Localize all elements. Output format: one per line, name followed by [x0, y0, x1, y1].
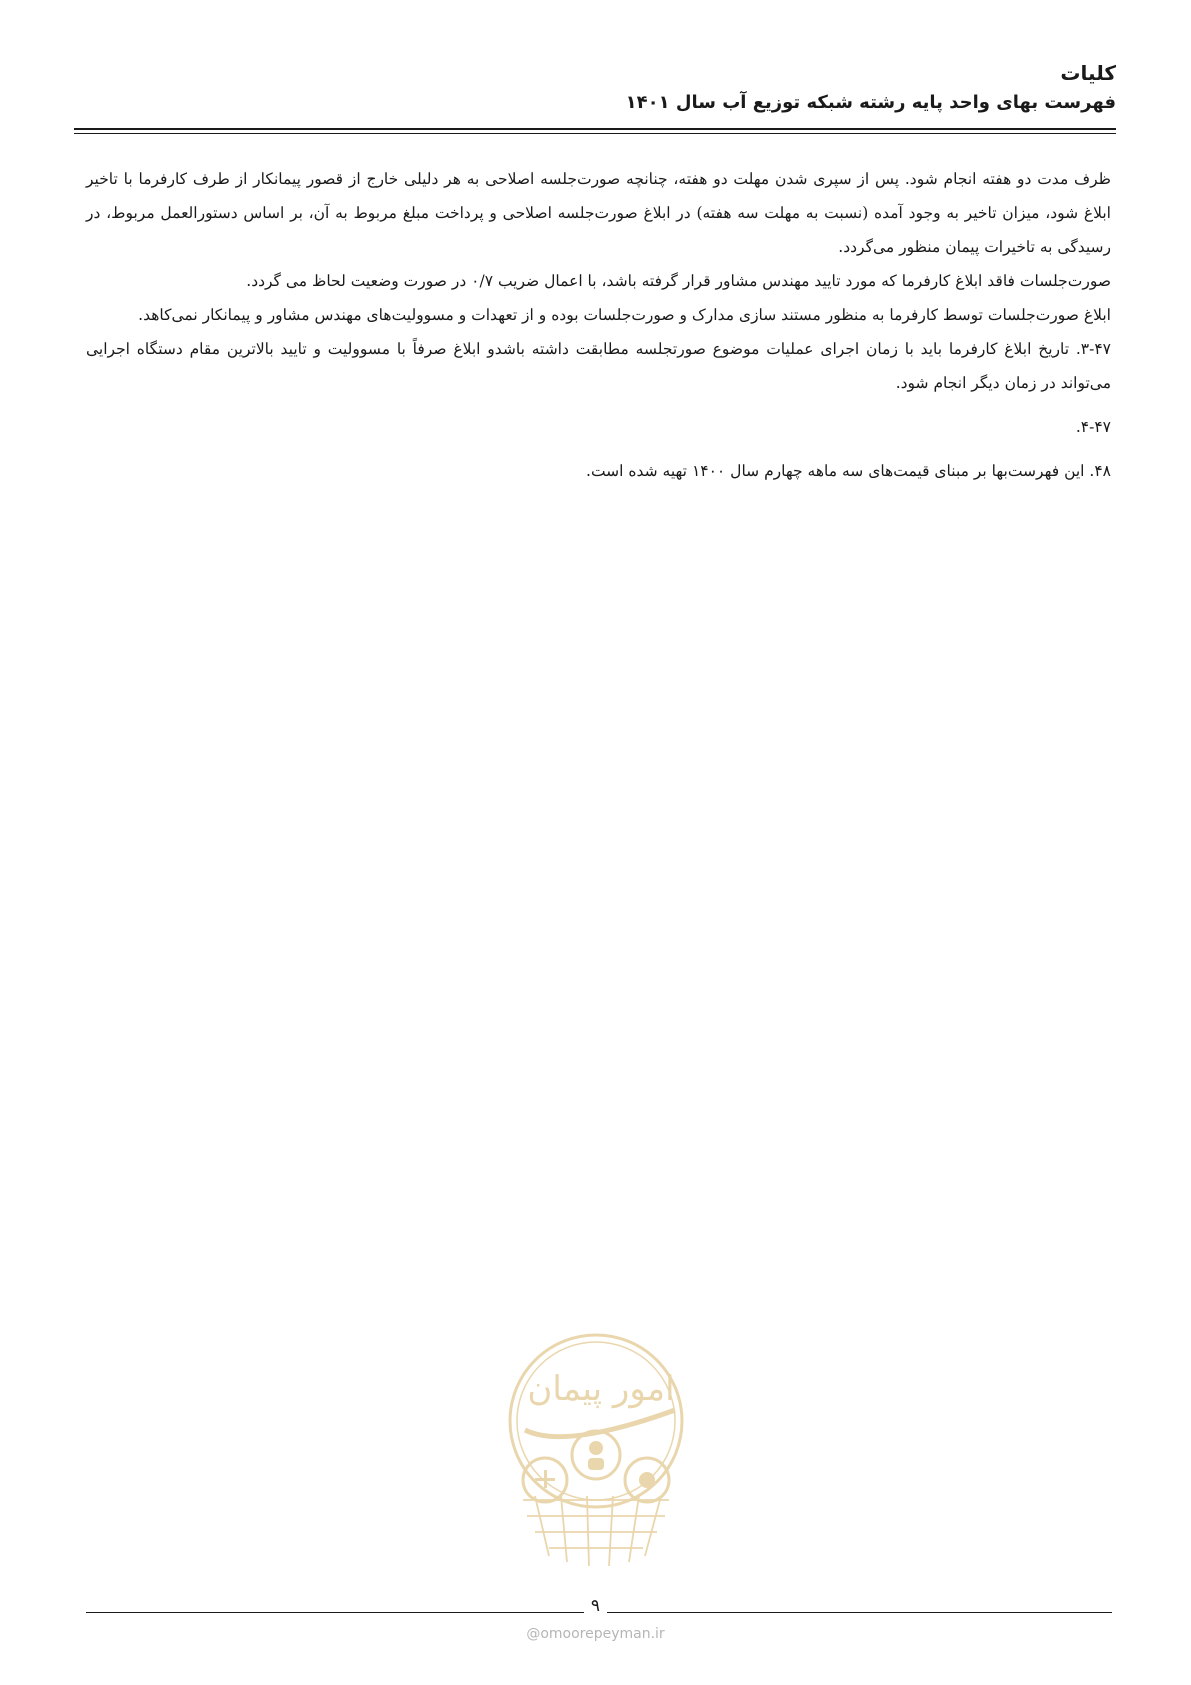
header-rule-thin: [74, 133, 1116, 134]
section-title: کلیات: [1060, 61, 1116, 85]
paragraph: ۴۸. این فهرست‌بها بر مبنای قیمت‌های سه ماهه چهارم سال ۱۴۰۰ تهیه شده است.: [586, 462, 1111, 480]
watermark-handle: @omoorepeyman.ir: [526, 1626, 665, 1642]
paragraph: ۴-۴۷.: [1075, 418, 1111, 436]
page-header: [74, 58, 1116, 118]
seal-script-text: امور پیمان: [527, 1369, 675, 1409]
footer-rule: [607, 1612, 1112, 1613]
page-number: ۹: [590, 1596, 601, 1616]
paragraph: ۳-۴۷. تاریخ ابلاغ کارفرما باید با زمان اجرای عملیات موضوع صورتجلسه مطابقت داشته باشدو ابلاغ صرفاً با مسوولیت و تایید بالاترین مقام دستگاه اجرایی می‌تواند در زمان دیگر انجام شود.: [86, 340, 1111, 392]
paragraph: صورت‌جلسات فاقد ابلاغ کارفرما که مورد تایید مهندس مشاور قرار گرفته باشد، با اعمال ضریب ۰/۷ در صورت وضعیت لحاظ می گردد.: [246, 272, 1111, 290]
header-rule-thick: [74, 128, 1116, 130]
footer-rule: [86, 1612, 584, 1613]
document-title: فهرست بهای واحد پایه رشته شبکه توزیع آب سال ۱۴۰۱: [625, 92, 1116, 113]
watermark-seal-logo: [505, 1330, 687, 1578]
paragraph: ابلاغ صورت‌جلسات توسط کارفرما به منظور مستند سازی مدارک و صورت‌جلسات بوده و از تعهدات و مسوولیت‌های مهندس مشاور و پیمانکار نمی‌کاهد.: [138, 306, 1111, 324]
paragraph: ظرف مدت دو هفته انجام شود. پس از سپری شدن مهلت دو هفته، چنانچه صورت‌جلسه اصلاحی به هر دلیلی خارج از قصور پیمانکار از طرف کارفرما با تاخیر ابلاغ شود، میزان تاخیر به وجود آمده (نسبت به مهلت سه هفته) در ابلاغ صورت‌جلسه اصلاحی و پرداخت مبلغ مربوط به آن، بر اساس دستورالعمل مربوط، در رسیدگی به تاخیرات پیمان منظور می‌گردد.: [86, 170, 1111, 256]
body-text: [86, 162, 1111, 488]
